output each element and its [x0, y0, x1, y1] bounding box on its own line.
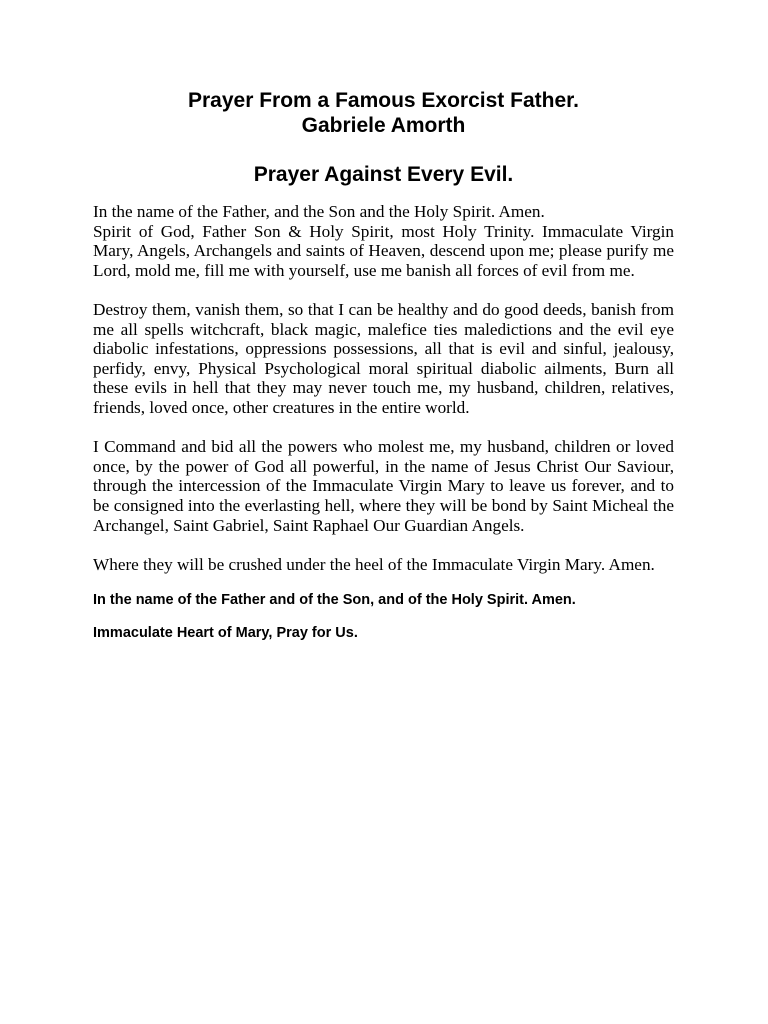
closing-invocation: Immaculate Heart of Mary, Pray for Us.: [93, 625, 358, 642]
title-line-2: Gabriele Amorth: [301, 114, 466, 137]
document-page: [93, 88, 674, 642]
intro-line-1: In the name of the Father, and the Son and the Holy Spirit. Amen.: [93, 202, 545, 221]
paragraph-crushed: Where they will be crushed under the heel of the Immaculate Virgin Mary. Amen.: [93, 554, 655, 574]
intro-line-2: Spirit of God, Father Son & Holy Spirit, most Holy Trinity. Immaculate Virgin Mary, Angels, Archangels and saints of Heaven, descend upon me; please purify me Lord, mold me, fill me with yourself, use me banish all forces of evil from me.: [93, 221, 674, 280]
closing-blessing: In the name of the Father and of the Son, and of the Holy Spirit. Amen.: [93, 592, 576, 609]
paragraph-destroy: Destroy them, vanish them, so that I can be healthy and do good deeds, banish from me all spells witchcraft, black magic, malefice ties maledictions and the evil eye diabolic infestations, oppressions possessions, all that is evil and sinful, jealousy, perfidy, envy, Physical Psychological moral spiritual diabolic ailments, Burn all these evils in hell that they may never touch me, my husband, children, relatives, friends, loved once, other creatures in the entire world.: [93, 299, 674, 417]
title-line-1: Prayer From a Famous Exorcist Father.: [188, 89, 579, 112]
intro-paragraph: [93, 202, 674, 280]
prayer-heading: Prayer Against Every Evil.: [253, 163, 514, 186]
paragraph-command: I Command and bid all the powers who molest me, my husband, children or loved once, by the power of God all powerful, in the name of Jesus Christ Our Saviour, through the intercession of the Immaculate Virgin Mary to leave us forever, and to be consigned into the everlasting hell, where they will be bond by Saint Micheal the Archangel, Saint Gabriel, Saint Raphael Our Guardian Angels.: [93, 437, 674, 535]
document-title: [93, 88, 674, 138]
